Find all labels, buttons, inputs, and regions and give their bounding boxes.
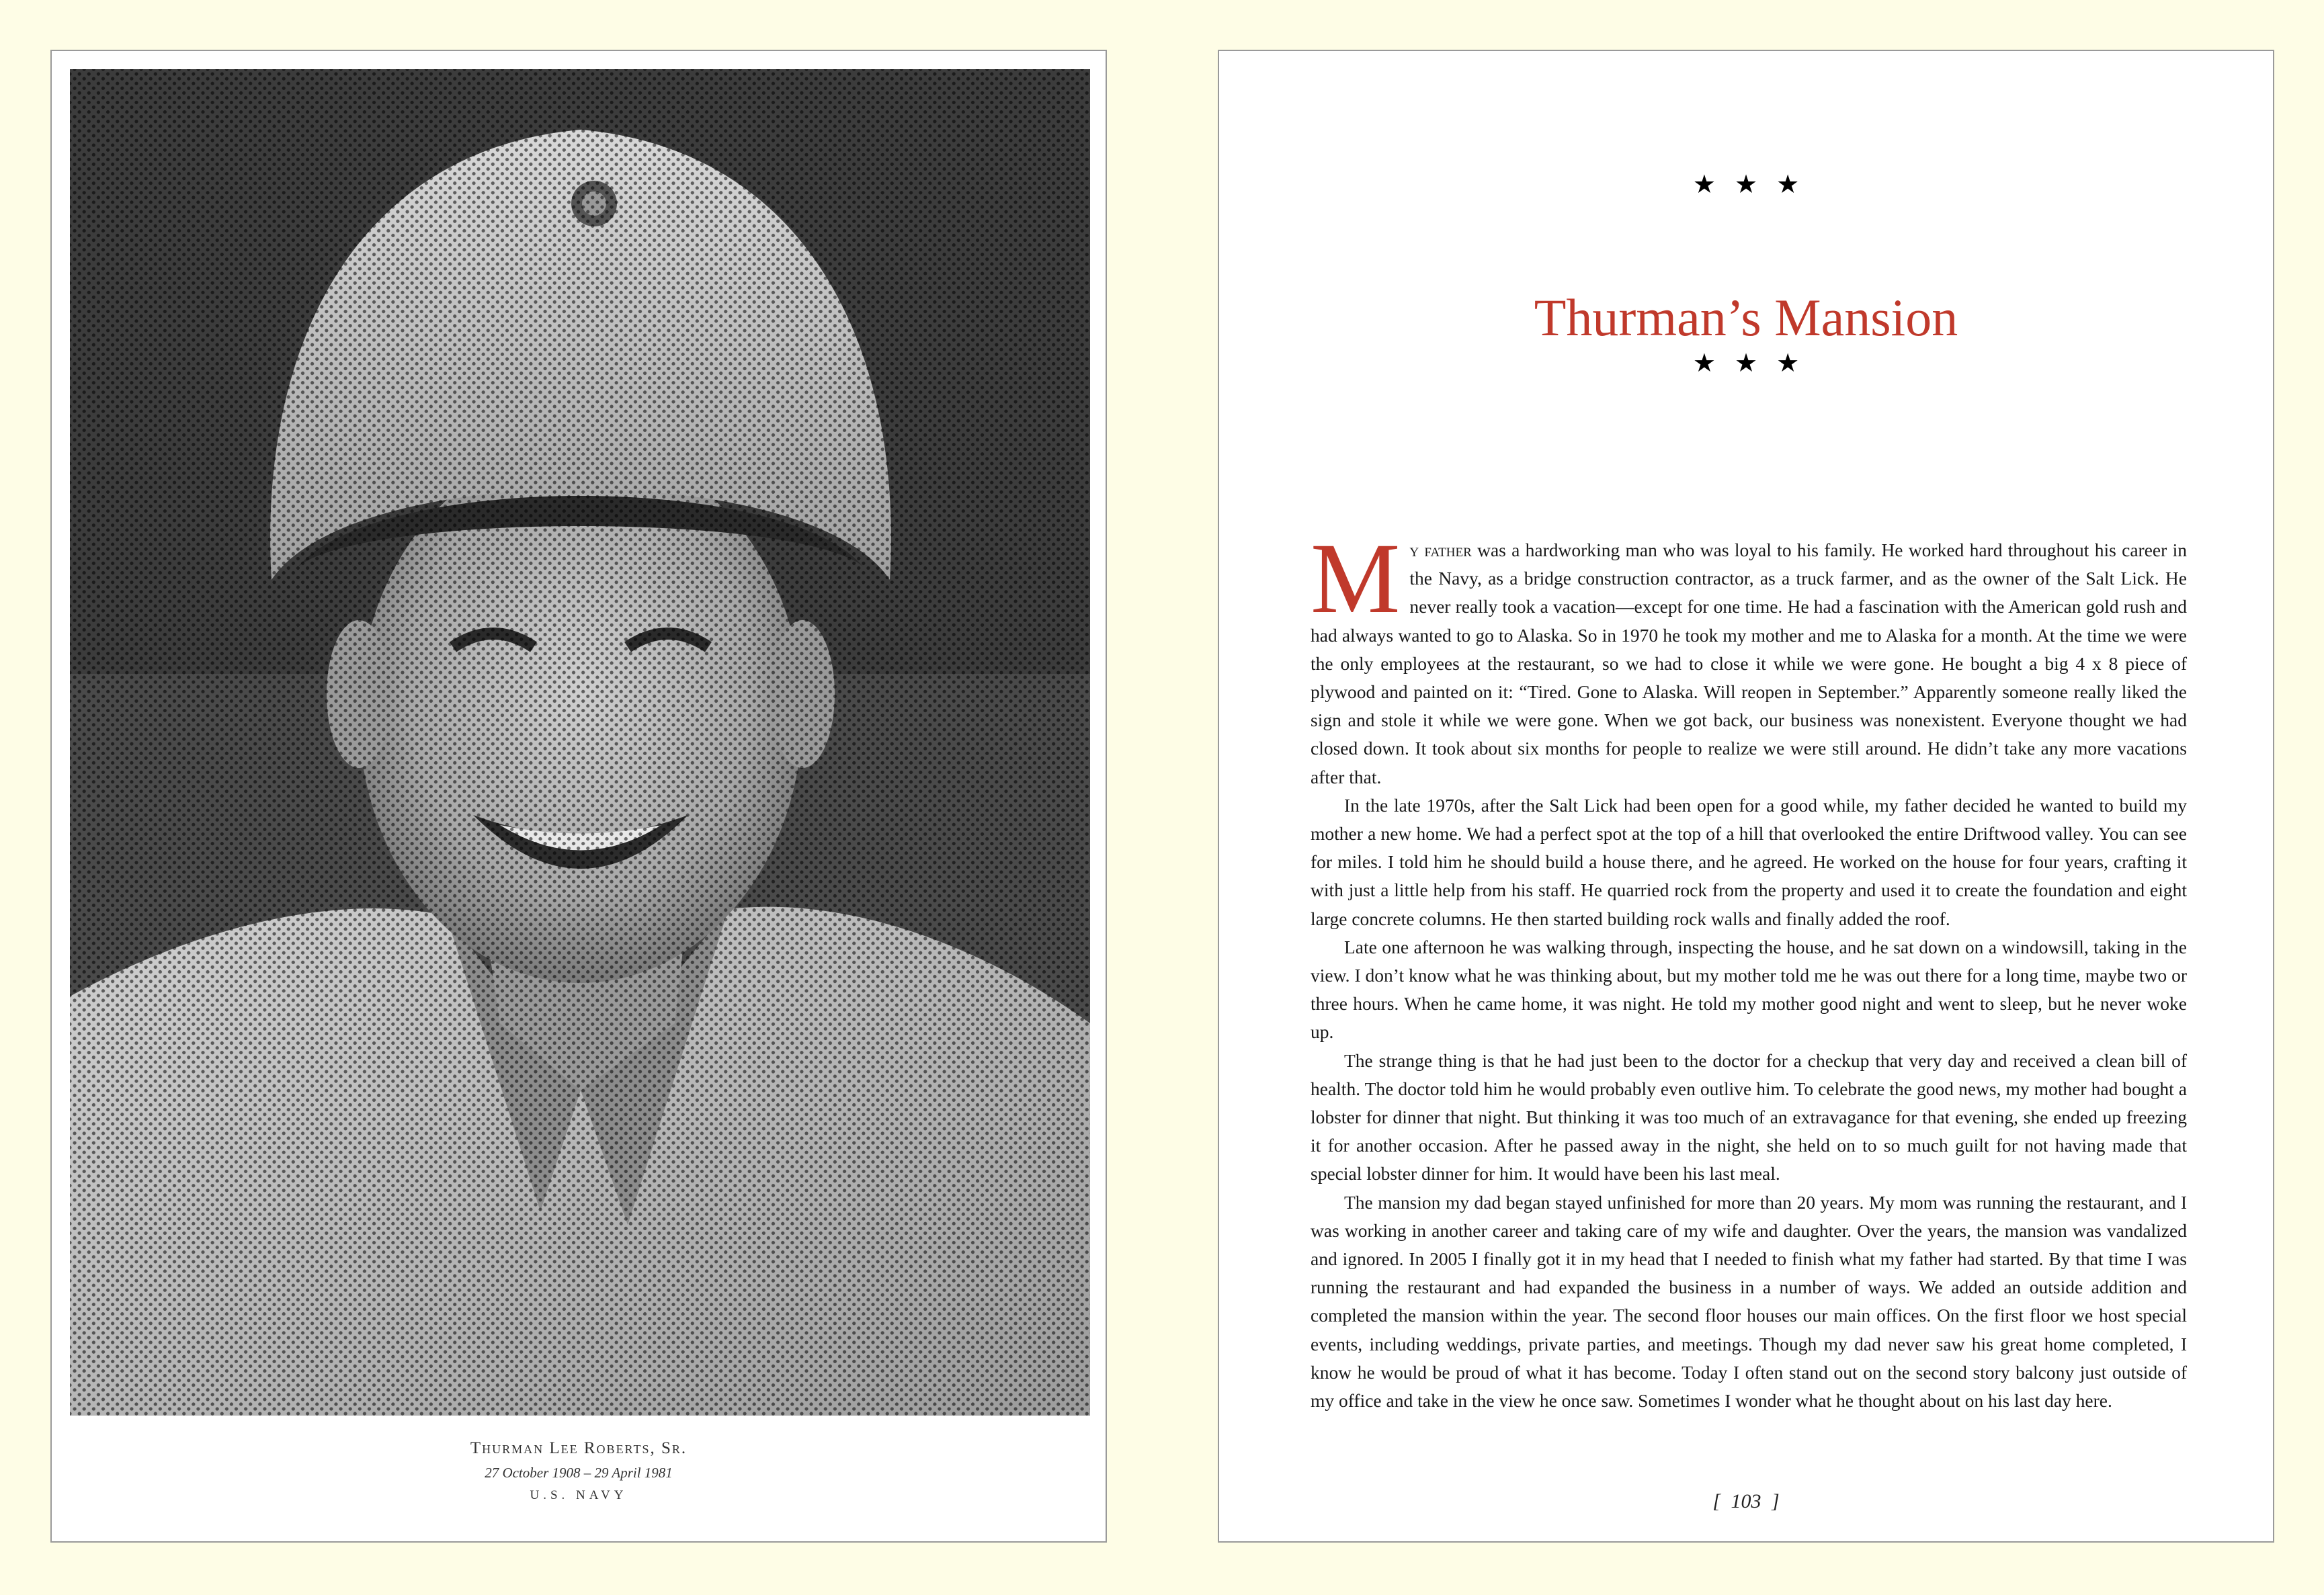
star-ornament-bottom: ★ ★ ★ <box>1692 348 1800 378</box>
left-page <box>50 50 1107 1543</box>
drop-cap: M <box>1311 523 1401 634</box>
page-number: [ 103 ] <box>1712 1490 1780 1512</box>
paragraph-2: In the late 1970s, after the Salt Lick had been open for a good while, my father decided he wanted to build my mother a new home. We had a perfect spot at the top of a hill that overlooked the entire Driftwood valley. You can see for miles. I told him he should build a house there, and he agreed. He worked on the house for four years, crafting it with just a little help from his staff. He quarried rock from the property and used it to create the foundation and eight large concrete columns. He then started building rock walls and finally added the roof. <box>1311 794 2187 929</box>
right-page <box>1218 50 2274 1543</box>
caption-name: Thurman Lee Roberts, Sr. <box>470 1439 688 1457</box>
chapter-body <box>1311 523 2187 1415</box>
portrait-photo <box>70 69 1090 1416</box>
photo-caption <box>52 1439 1106 1503</box>
chapter-title: Thurman’s Mansion <box>1534 288 1958 347</box>
caption-dates: 27 October 1908 – 29 April 1981 <box>485 1465 673 1481</box>
paragraph-1-text: was a hardworking man who was loyal to his family. He worked hard throughout his career in the Navy, as a bridge construction contractor, as a truck farmer, and as the owner of the Salt Lick. He never really took a vacation—except for one time. He had a fascination with the American gold rush and had always wanted to go to Alaska. So in 1970 he took my mother and me to Alaska for a month. At the time we were the only employees at the restaurant, so we had to close it while we were gone. He bought a big 4 x 8 piece of plywood and painted on it: “Tired. Gone to Alaska. Will reopen in September.” Apparently someone really liked the sign and stole it while we were gone. When we got back, our business was nonexistent. Everyone thought we had closed down. It took about six months for people to realize we were still around. He didn’t take any more vacations after that. <box>1311 540 2187 787</box>
paragraph-1 <box>1311 523 2187 791</box>
paragraph-4: The strange thing is that he had just been to the doctor for a checkup that very day and received a clean bill of health. The doctor told him he would probably even outlive him. To celebrate the good news, my mother had bought a lobster for dinner that night. But thinking it was too much of an extravagance for that evening, she ended up freezing it for another occasion. After he passed away in the night, she held on to so much guilt for not having made that special lobster dinner for him. It would have been his last meal. <box>1311 1049 2187 1184</box>
caption-branch: U.S. NAVY <box>530 1488 628 1502</box>
star-ornament-top: ★ ★ ★ <box>1692 169 1800 199</box>
paragraph-5: The mansion my dad began stayed unfinished for more than 20 years. My mom was running the restaurant, and I was working in another career and taking care of my wife and daughter. Over the years, the mansion was vandalized and ignored. In 2005 I finally got it in my head that I needed to finish what my father had started. By that time I was running the restaurant and had expanded the business in a number of ways. We added an outside addition and completed the mansion within the year. The second floor houses our main offices. On the first floor we host special events, including weddings, private parties, and meetings. Though my dad never saw his great home completed, I know he would be proud of what it has become. Today I often stand out on the second story balcony just outside of my office and take in the view he once saw. Sometimes I wonder what he thought about on his last day here. <box>1311 1191 2187 1412</box>
lead-in-words: y father <box>1409 540 1472 560</box>
paragraph-3: Late one afternoon he was walking through, inspecting the house, and he sat down on a windowsill, taking in the view. I don’t know what he was thinking about, but my mother told me he was out there for a long time, maybe two or three hours. When he came home, it was night. He told my mother good night and went to sleep, but he never woke up. <box>1311 936 2187 1043</box>
